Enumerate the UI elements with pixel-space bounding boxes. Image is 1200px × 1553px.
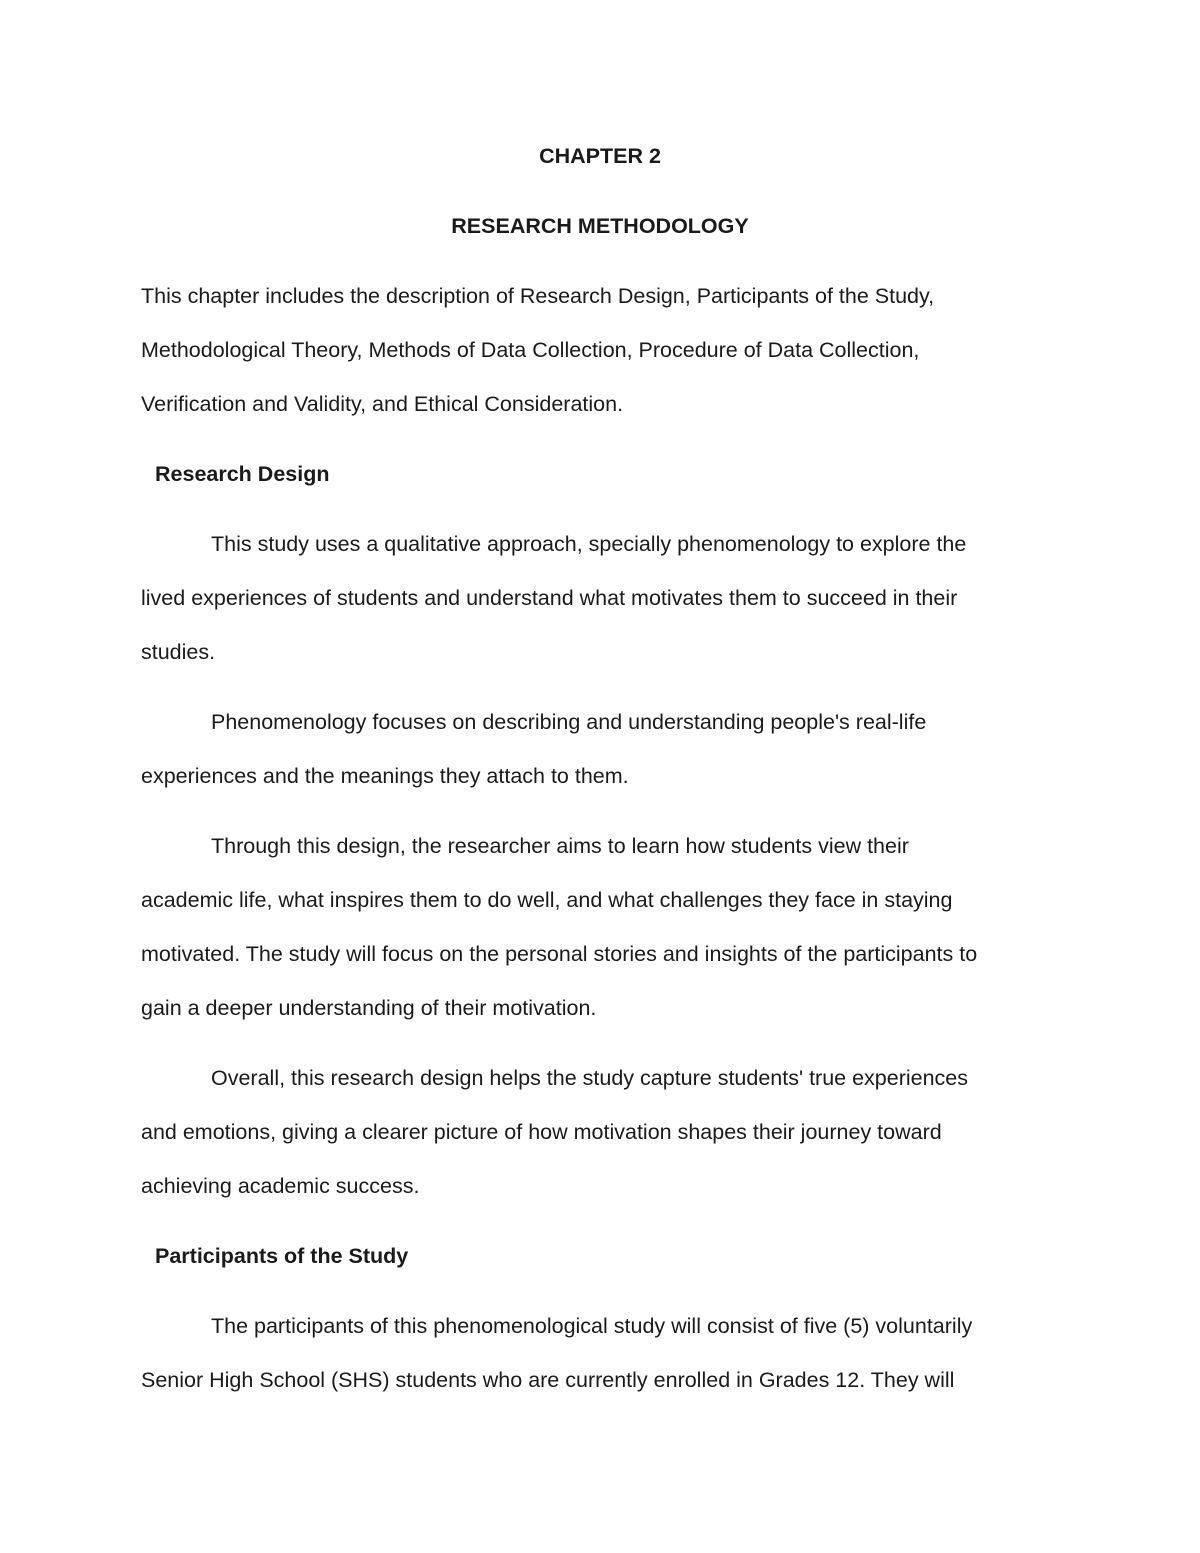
paragraph-line: Senior High School (SHS) students who are currently enrolled in Grades 12. They will [141,1368,955,1392]
intro-line: This chapter includes the description of Research Design, Participants of the Study, [141,284,935,308]
section-heading: Research Design [155,462,330,486]
paragraph-line: motivated. The study will focus on the personal stories and insights of the participants to [141,942,978,966]
intro-line: Verification and Validity, and Ethical Consideration. [141,392,624,416]
paragraph-line: academic life, what inspires them to do well, and what challenges they face in staying [141,888,953,912]
section-heading: Participants of the Study [155,1244,409,1268]
paragraph-line: gain a deeper understanding of their motivation. [141,996,597,1020]
paragraph-line: The participants of this phenomenological study will consist of five (5) voluntarily [211,1314,973,1338]
paragraph-line: experiences and the meanings they attach to them. [141,764,629,788]
paragraph-line: Phenomenology focuses on describing and understanding people's real-life [211,710,927,734]
intro-line: Methodological Theory, Methods of Data Collection, Procedure of Data Collection, [141,338,920,362]
paragraph-line: Through this design, the researcher aims to learn how students view their [211,834,909,858]
paragraph-line: lived experiences of students and understand what motivates them to succeed in their [141,586,958,610]
chapter-label: CHAPTER 2 [539,144,661,168]
paragraph-line: achieving academic success. [141,1174,420,1198]
paragraph-line: studies. [141,640,216,664]
paragraph-line: Overall, this research design helps the study capture students' true experiences [211,1066,969,1090]
chapter-title: RESEARCH METHODOLOGY [451,214,749,238]
paragraph-line: and emotions, giving a clearer picture of how motivation shapes their journey toward [141,1120,942,1144]
paragraph-line: This study uses a qualitative approach, specially phenomenology to explore the [211,532,967,556]
